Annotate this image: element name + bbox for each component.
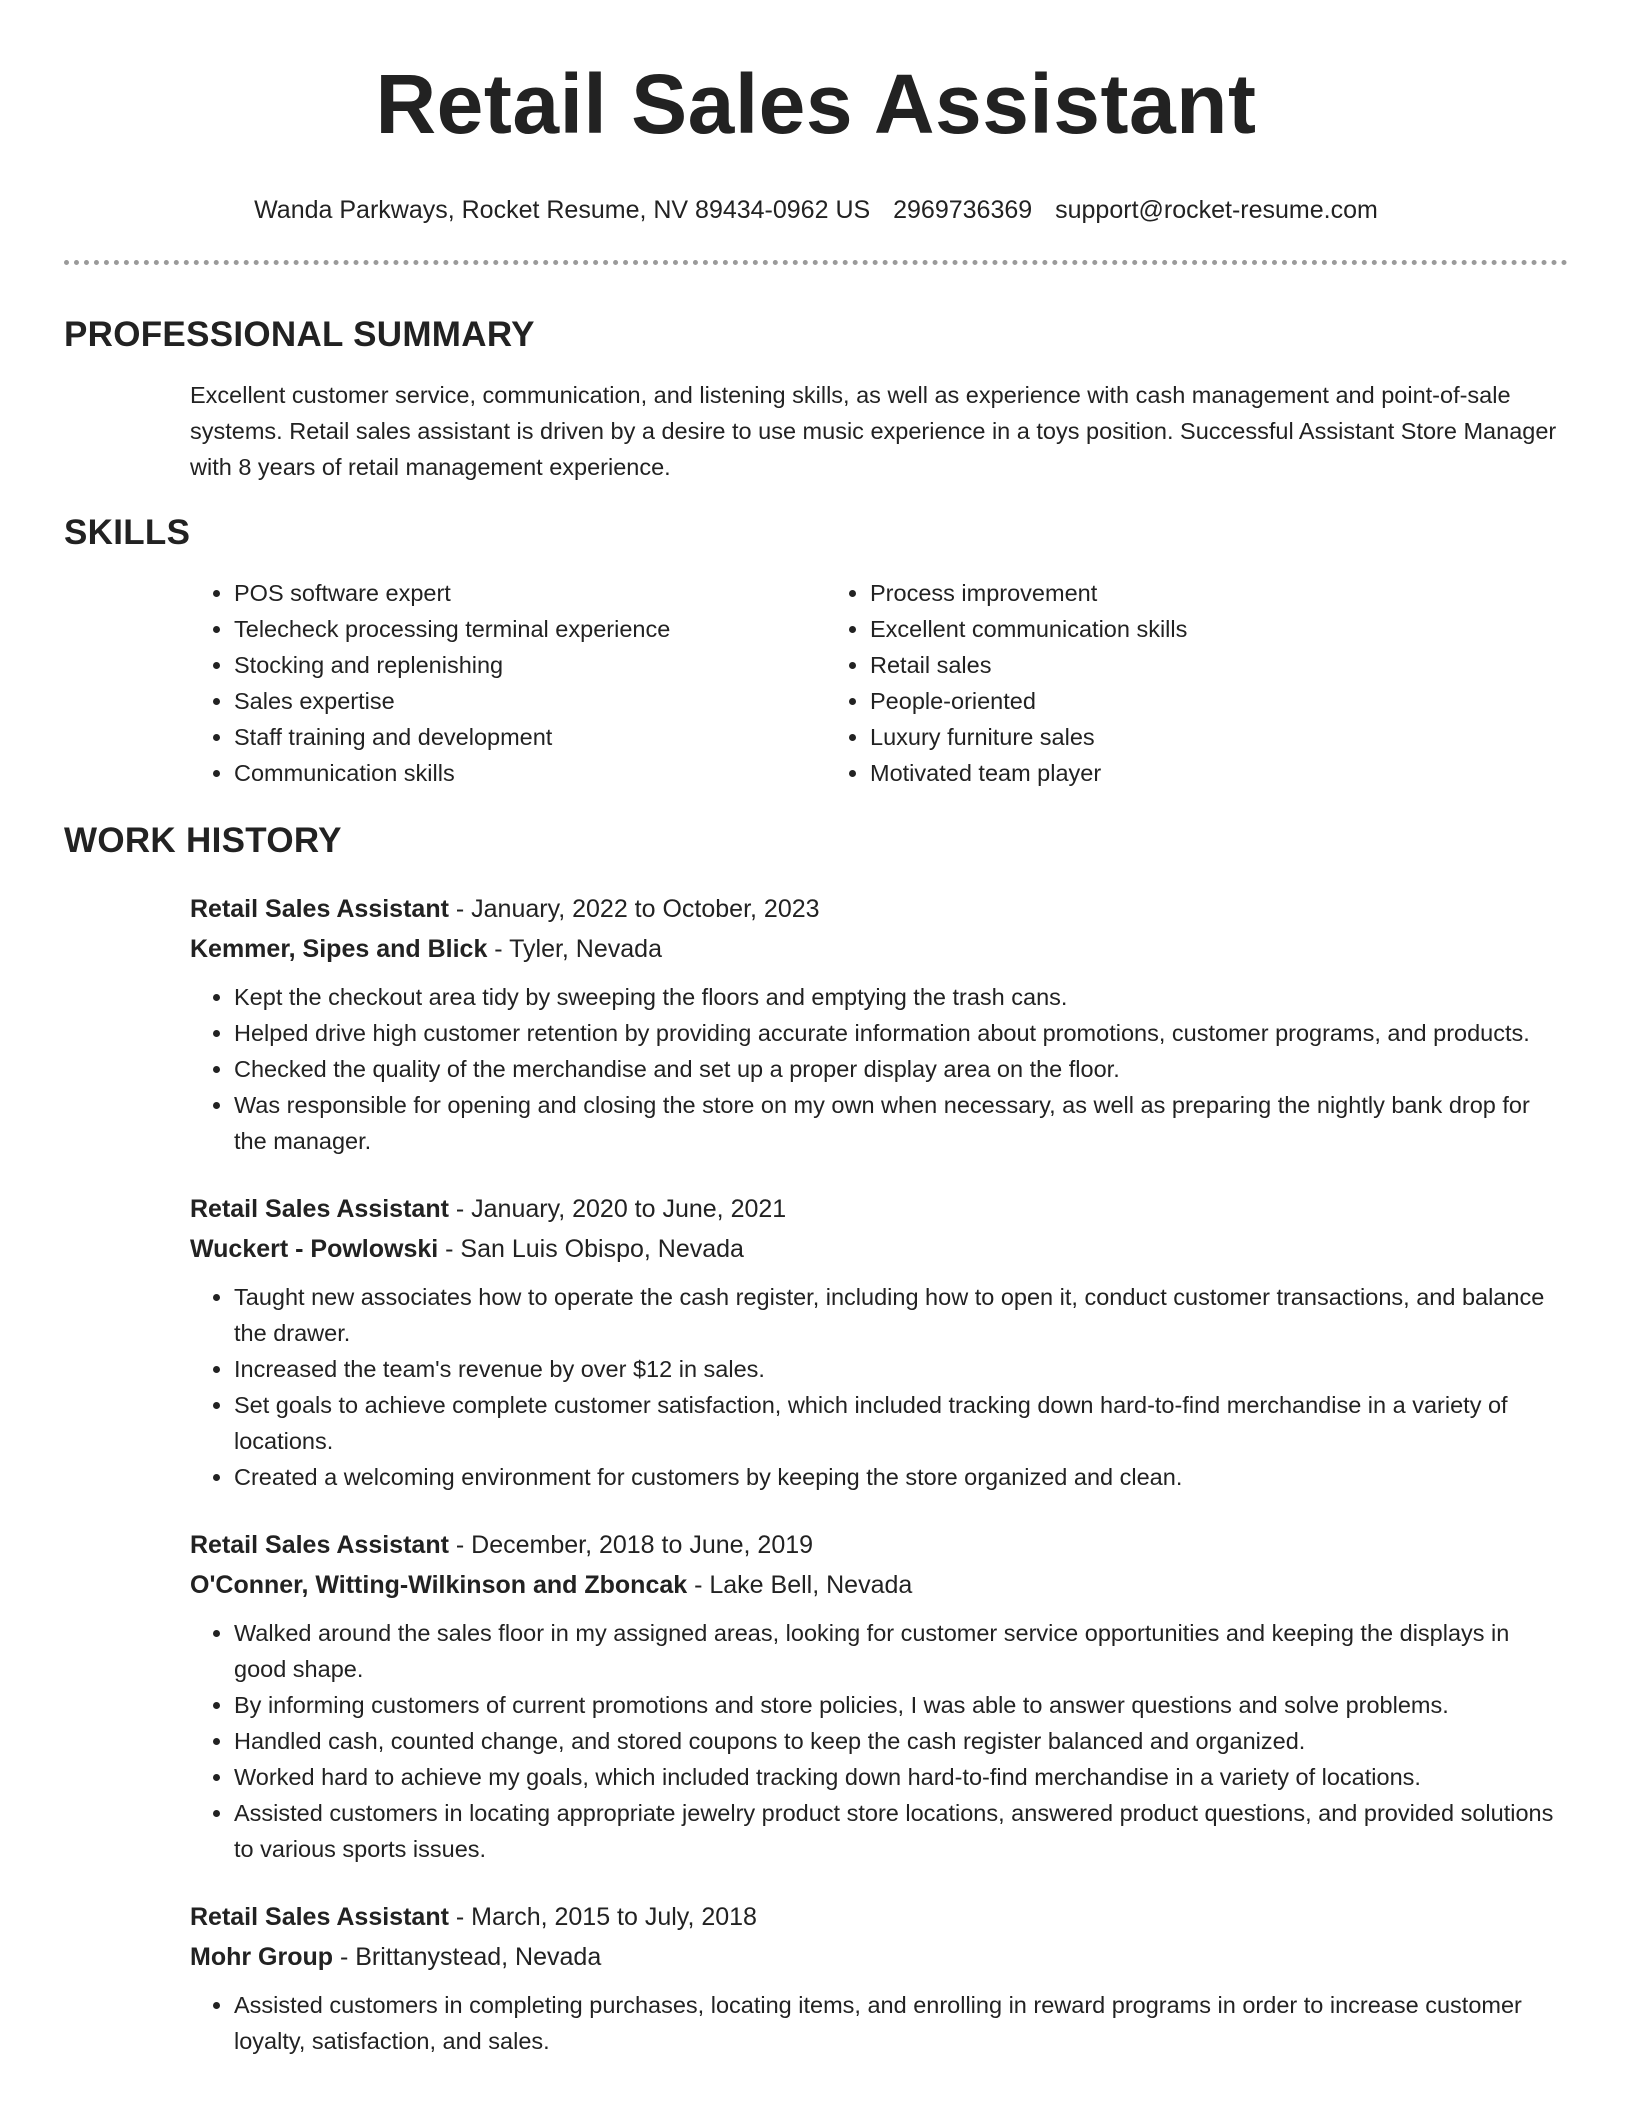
job-company-line [190,929,1568,969]
job-bullet: • Kept the checkout area tidy by sweeping the floors and emptying the trash cans. [234,979,1568,1015]
job-company-line [190,1937,1568,1977]
job-role: Retail Sales Assistant [190,1903,449,1931]
job-dates: - January, 2020 to June, 2021 [448,1195,787,1223]
skills-list-right [826,575,1568,791]
job-entry [64,889,1568,1159]
job-bullet: • Assisted customers in completing purchases, locating items, and enrolling in reward programs in order to increase customer loyalty, satisfaction, and sales. [234,1987,1568,2059]
skills-list-left [190,575,826,791]
job-bullet: • Checked the quality of the merchandise and set up a proper display area on the floor. [234,1051,1568,1087]
job-dates: - March, 2015 to July, 2018 [448,1903,757,1931]
contact-address: Wanda Parkways, Rocket Resume, NV 89434-0962 US [254,196,871,224]
job-bullet: • Set goals to achieve complete customer satisfaction, which included tracking down hard-to-find merchandise in a variety of locations. [234,1387,1568,1459]
job-role-line [190,889,1568,929]
job-bullet: • Taught new associates how to operate the cash register, including how to open it, conduct customer transactions, and balance the drawer. [234,1279,1568,1351]
job-bullet: • Handled cash, counted change, and stored coupons to keep the cash register balanced and organized. [234,1723,1568,1759]
job-company: Wuckert - Powlowski [190,1235,439,1263]
job-bullet: • Created a welcoming environment for customers by keeping the store organized and clean. [234,1459,1568,1495]
section-title-work-history: WORK HISTORY [64,821,342,860]
job-company: O'Conner, Witting-Wilkinson and Zboncak [190,1571,688,1599]
job-bullet: • Helped drive high customer retention by providing accurate information about promotions, customer programs, and products. [234,1015,1568,1051]
skill-item: • POS software expert [234,575,826,611]
job-bullet: • Assisted customers in locating appropriate jewelry product store locations, answered product questions, and provided solutions to various sports issues. [234,1795,1568,1867]
job-bullet: • Increased the team's revenue by over $12 in sales. [234,1351,1568,1387]
skill-item: • People-oriented [870,683,1568,719]
skill-item: • Staff training and development [234,719,826,755]
skill-item: • Telecheck processing terminal experience [234,611,826,647]
contact-phone: 2969736369 [893,196,1033,224]
job-company: Kemmer, Sipes and Blick [190,935,488,963]
job-bullet-list [190,979,1568,1159]
section-title-skills: SKILLS [64,513,191,552]
job-location: - Lake Bell, Nevada [687,1571,913,1599]
contact-line [64,194,1568,226]
summary-text: Excellent customer service, communication, and listening skills, as well as experience with cash management and point-of-sale systems. Retail sales assistant is driven by a desire to use music experience in a toys position. Successful Assistant Store Manager with 8 years of retail management experience. [190,382,1557,480]
job-dates: - December, 2018 to June, 2019 [448,1531,814,1559]
header-divider [64,260,1568,265]
job-role-line [190,1897,1568,1937]
job-role-line [190,1189,1568,1229]
skill-item: • Motivated team player [870,755,1568,791]
job-role-line [190,1525,1568,1565]
job-location: - Brittanystead, Nevada [333,1943,602,1971]
job-entry [64,1189,1568,1495]
job-location: - Tyler, Nevada [487,935,662,963]
skill-item: • Process improvement [870,575,1568,611]
contact-email: support@rocket-resume.com [1055,196,1378,224]
job-dates: - January, 2022 to October, 2023 [448,895,820,923]
job-bullet: • Walked around the sales floor in my assigned areas, looking for customer service opportunities and keeping the displays in good shape. [234,1615,1568,1687]
job-role: Retail Sales Assistant [190,1531,449,1559]
job-entry [64,1525,1568,1867]
job-entry [64,1897,1568,2059]
skill-item: • Stocking and replenishing [234,647,826,683]
job-company-line [190,1565,1568,1605]
skill-item: • Excellent communication skills [870,611,1568,647]
job-company-line [190,1229,1568,1269]
skill-item: • Retail sales [870,647,1568,683]
job-role: Retail Sales Assistant [190,1195,449,1223]
job-bullet-list [190,1279,1568,1495]
skill-item: • Communication skills [234,755,826,791]
resume-name-title: Retail Sales Assistant [375,57,1257,151]
job-bullet: • Worked hard to achieve my goals, which included tracking down hard-to-find merchandise in a variety of locations. [234,1759,1568,1795]
job-role: Retail Sales Assistant [190,895,449,923]
job-bullet-list [190,1987,1568,2059]
job-location: - San Luis Obispo, Nevada [438,1235,744,1263]
skills-grid [64,575,1568,791]
job-bullet: • Was responsible for opening and closing the store on my own when necessary, as well as preparing the nightly bank drop for the manager. [234,1087,1568,1159]
section-title-summary: PROFESSIONAL SUMMARY [64,315,535,354]
job-bullet-list [190,1615,1568,1867]
job-bullet: • By informing customers of current promotions and store policies, I was able to answer questions and solve problems. [234,1687,1568,1723]
skill-item: • Sales expertise [234,683,826,719]
job-company: Mohr Group [190,1943,334,1971]
skill-item: • Luxury furniture sales [870,719,1568,755]
